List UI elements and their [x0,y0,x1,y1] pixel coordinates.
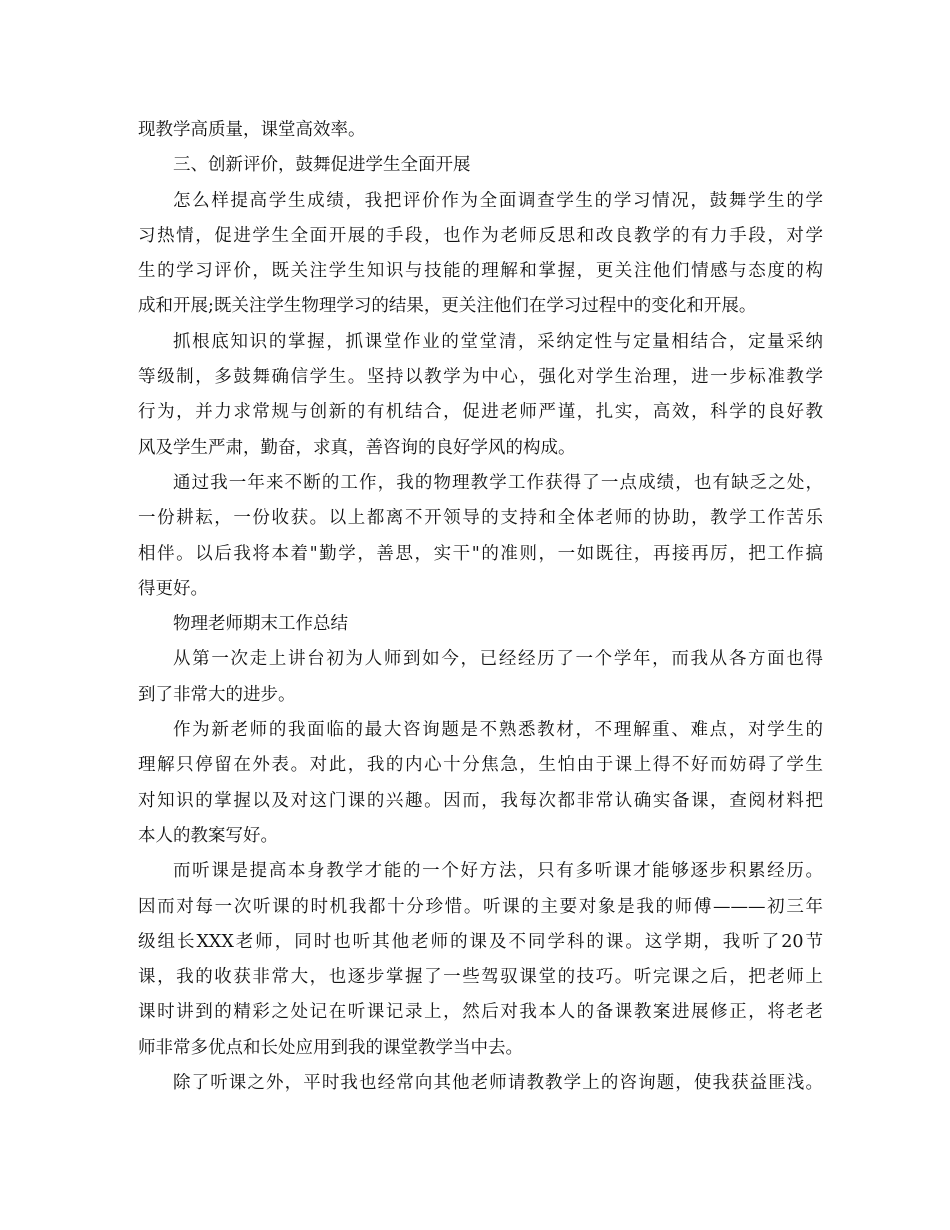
text-line: 得更好。 [138,578,208,599]
text-line: 通过我一年来不断的工作，我的物理教学工作获得了一点成绩，也有缺乏之处， [173,472,823,493]
text-line: 师非常多优点和长处应用到我的课堂教学当中去。 [138,1037,523,1058]
text-line: 怎么样提高学生成绩，我把评价作为全面调查学生的学习情况，鼓舞学生的学 [173,190,823,211]
text-line: 级组长XXX老师，同时也听其他老师的课及不同学科的课。这学期，我听了20节 [138,931,823,952]
text-line: 抓根底知识的掌握，抓课堂作业的堂堂清，采纳定性与定量相结合，定量采纳 [173,331,823,352]
text-line: 现教学高质量，课堂高效率。 [138,120,366,140]
text-line: 作为新老师的我面临的最大咨询题是不熟悉教材，不理解重、难点，对学生的 [173,720,823,741]
text-line: 对知识的掌握以及对这门课的兴趣。因而，我每次都非常认确实备课，查阅材料把 [138,790,823,811]
text-line: 三、创新评价，鼓舞促进学生全面开展 [173,155,471,176]
text-line: 除了听课之外，平时我也经常向其他老师请教教学上的咨询题，使我获益匪浅。 [173,1073,823,1094]
text-line: 物理老师期末工作总结 [173,614,348,635]
text-line: 行为，并力求常规与创新的有机结合，促进老师严谨，扎实，高效，科学的良好教 [138,402,823,423]
text-line: 本人的教案写好。 [138,825,278,846]
text-line: 课时讲到的精彩之处记在听课记录上，然后对我本人的备课教案进展修正，将老老 [138,1002,823,1023]
document-body [138,113,823,1101]
text-line: 习热情，促进学生全面开展的手段，也作为老师反思和改良教学的有力手段，对学 [138,225,823,246]
text-line: 生的学习评价，既关注学生知识与技能的理解和掌握，更关注他们情感与态度的构 [138,261,823,282]
text-line: 到了非常大的进步。 [138,684,296,705]
text-line: 成和开展;既关注学生物理学习的结果，更关注他们在学习过程中的变化和开展。 [138,296,757,317]
text-line: 因而对每一次听课的时机我都十分珍惜。听课的主要对象是我的师傅———初三年 [138,896,823,917]
text-line: 从第一次走上讲台初为人师到如今，已经经历了一个学年，而我从各方面也得 [173,649,823,670]
text-line: 等级制，多鼓舞确信学生。坚持以教学为中心，强化对学生治理，进一步标准教学 [138,367,823,388]
text-line: 相伴。以后我将本着"勤学，善思，实干"的准则，一如既往，再接再厉，把工作搞 [138,543,823,564]
text-line: 一份耕耘，一份收获。以上都离不开领导的支持和全体老师的协助，教学工作苦乐 [138,508,823,529]
text-line: 而听课是提高本身教学才能的一个好方法，只有多听课才能够逐步积累经历。 [173,861,823,882]
text-line: 理解只停留在外表。对此，我的内心十分焦急，生怕由于课上得不好而妨碍了学生 [138,755,823,776]
text-line: 课，我的收获非常大，也逐步掌握了一些驾驭课堂的技巧。听完课之后，把老师上 [138,967,823,988]
text-line: 风及学生严肃，勤奋，求真，善咨询的良好学风的构成。 [138,437,576,458]
